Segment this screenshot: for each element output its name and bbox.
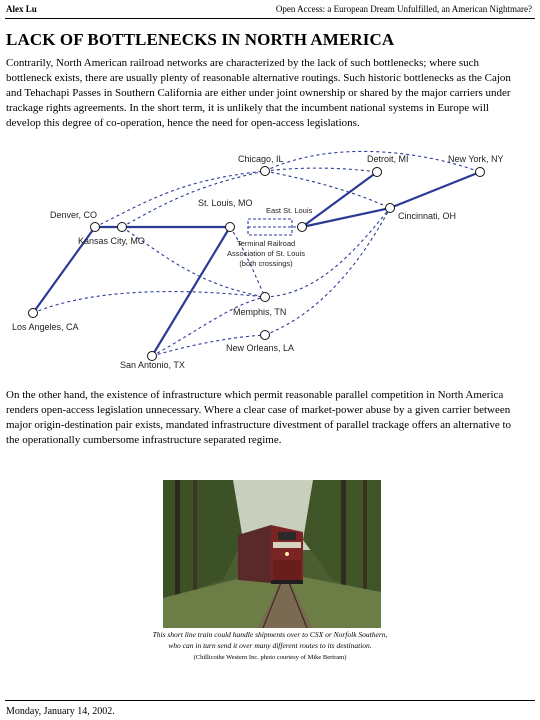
train-photo-illustration <box>163 480 381 628</box>
photo-credit: (Chillicothe Western Inc. photo courtesy of Mike Bertram) <box>193 654 347 661</box>
node-cincinnati <box>386 204 395 213</box>
route-chicago-detroit <box>265 168 377 172</box>
page-title: LACK OF BOTTLENECKS IN NORTH AMERICA <box>6 30 395 49</box>
label-terminal-3: (both crossings) <box>239 259 293 268</box>
intro-paragraph: Contrarily, North American railroad networks are characterized by the lack of such bottlenecks; where such bottleneck exists, there are usually plenty of reasonable alternative routings. Such historic bottlenecks as the Cajon and Tehachapi Passes in Southern California are either under joint ownership or shared by the major carriers under trackage rights agreements. In the short term, it is unlikely that the incumbent national systems in Europe will develop this degree of co-operation, hence the need for open-access legislations. <box>6 57 511 129</box>
footer-rule <box>5 700 535 701</box>
node-chicago <box>261 167 270 176</box>
city-labels <box>12 154 504 370</box>
node-detroit <box>373 168 382 177</box>
label-detroit: Detroit, MI <box>367 154 409 164</box>
node-neworleans <box>261 331 270 340</box>
train-photo <box>163 480 381 628</box>
label-sanantonio: San Antonio, TX <box>120 360 185 370</box>
node-memphis <box>261 293 270 302</box>
label-losangeles: Los Angeles, CA <box>12 322 79 332</box>
label-denver: Denver, CO <box>50 210 98 220</box>
photo-caption-line1: This short line train could handle shipments over to CSX or Norfolk Southern, <box>152 630 388 639</box>
label-memphis: Memphis, TN <box>233 307 287 317</box>
node-losangeles <box>29 309 38 318</box>
node-kansascity <box>118 223 127 232</box>
header-title: Open Access: a European Dream Unfulfilled, an American Nightmare? <box>275 4 532 14</box>
label-terminal-1: Terminal Railroad <box>236 239 296 248</box>
node-denver <box>91 223 100 232</box>
node-eaststlouis <box>298 223 307 232</box>
rail-network-diagram <box>0 145 540 370</box>
label-terminal-2: Association of St. Louis <box>227 249 305 258</box>
route-cincinnati-newyork <box>390 172 480 208</box>
photo-caption-line2: who can in turn send it over many different routes to its destination. <box>168 641 372 650</box>
header-rule <box>5 18 535 19</box>
conclusion-paragraph: On the other hand, the existence of infrastructure which permit reasonable parallel competition in North America renders open-access legislation unnecessary. Where a clear case of market-power abuse by a given carrier between major origin-destination pair exists, mandated infrastructure divestment of parallel trackage offers an alternative to the operationally cumbersome infrastructure separated regime. <box>6 389 512 446</box>
header-author: Alex Lu <box>6 4 37 14</box>
label-eaststlouis: East St. Louis <box>266 206 313 215</box>
node-stlouis <box>226 223 235 232</box>
label-neworleans: New Orleans, LA <box>226 343 295 353</box>
node-newyork <box>476 168 485 177</box>
label-newyork: New York, NY <box>448 154 504 164</box>
footer-date: Monday, January 14, 2002. <box>6 706 115 717</box>
label-stlouis: St. Louis, MO <box>198 198 253 208</box>
label-kansascity: Kansas City, MO <box>78 236 145 246</box>
label-cincinnati: Cincinnati, OH <box>398 211 457 221</box>
label-chicago: Chicago, IL <box>238 154 284 164</box>
